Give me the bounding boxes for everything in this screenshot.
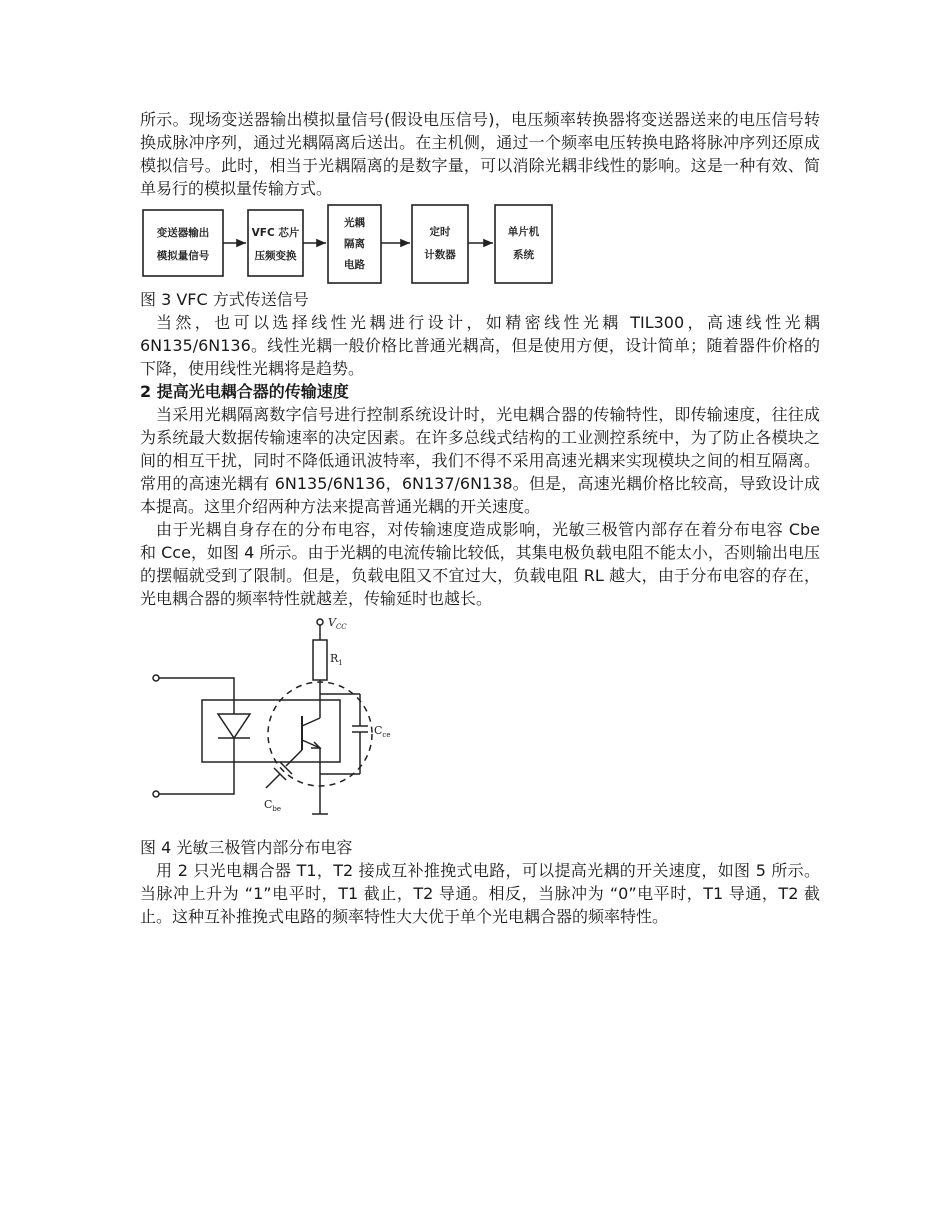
fig3-block-isolation-line3: 电路 [344,259,365,271]
fig4-input-wire-top [159,678,234,714]
fig3-block-isolation-line1: 光耦 [344,217,365,229]
fig3-caption: 图 3 VFC 方式传送信号 [140,290,309,309]
fig4-input-terminal-bottom [153,791,159,797]
fig3-block-transmitter-line2: 模拟量信号 [156,250,210,262]
paragraph-transmission-speed: 当采用光耦隔离数字信号进行控制系统设计时，光电耦合器的传输特性，即传输速度，往往成为系统最大数据传输速率的决定因素。在许多总线式结构的工业测控系统中，为了防止各模块之间的相互干扰，同时不降低通讯波特率，我们不得不采用高速光耦来实现模块之间的相互隔离。常用的高速光耦有 6N135/6N136，6N137/6N138。但是，高速光耦价格比较高，导致设计成本提高。这里介绍两种方法来提高普通光耦的开关速度。 [140,405,820,516]
paragraph-push-pull: 用 2 只光电耦合器 T1，T2 接成互补推挽式电路，可以提高光耦的开关速度，如图 5 所示。当脉冲上升为 “1”电平时，T1 截止，T2 导通。相反，当脉冲为 “0”电平时，T1 导通，T2 截止。这种互补推挽式电路的频率特性大大优于单个光电耦合器的频率特性。 [140,861,820,926]
fig3-block-mcu-line2: 系统 [513,249,534,261]
paragraph-linear-optocoupler: 当然，也可以选择线性光耦进行设计，如精密线性光耦 TIL300，高速线性光耦 6N135/6N136。线性光耦一般价格比普通光耦高，但是使用方便，设计简单；随着器件价格的下降，使用线性光耦将是趋势。 [140,313,820,378]
fig3-block-transmitter [143,210,223,276]
fig3-block-counter-line2: 计数器 [424,249,456,261]
fig4-resistor [313,640,327,680]
fig4-caption: 图 4 光敏三极管内部分布电容 [140,838,353,857]
fig3-block-vfc-line2: 压频变换 [254,250,297,262]
fig4-phototransistor-icon [302,716,328,814]
section-heading: 2 提高光电耦合器的传输速度 [140,382,349,401]
fig3-block-vfc [248,210,303,276]
paragraph-distributed-capacitance: 由于光耦自身存在的分布电容，对传输速度造成影响，光敏三极管内部存在着分布电容 Cbe 和 Cce，如图 4 所示。由于光耦的电流传输比较低，其集电极负载电阻不能太小，否则输出电压的摆幅就受到了限制。但是，负载电阻又不宜过大，负载电阻 RL 越大，由于分布电容的存在，光电耦合器的频率特性就越差，传输延时也越长。 [140,520,820,608]
fig4-led-icon [218,714,250,746]
fig4-circuit-diagram [140,614,410,836]
fig4-label-r1: $R_1$ [330,652,343,667]
fig3-block-diagram [140,202,560,288]
fig4-label-cce: $C_{ce}$ [374,724,391,739]
fig3-block-isolation-line2: 隔离 [344,238,365,250]
fig4-vcc-terminal [317,619,323,625]
fig4-input-terminal-top [153,675,159,681]
fig3-block-transmitter-line1: 变送器输出 [156,227,210,239]
fig3-block-counter-line1: 定时 [429,226,451,238]
fig3-block-counter [412,205,468,283]
fig3-block-mcu-line1: 单片机 [507,226,540,238]
fig3-block-isolation [328,205,381,283]
fig3-block-mcu [495,205,552,283]
fig4-input-wire-bottom [159,746,234,794]
fig3-block-vfc-line1: VFC 芯片 [251,227,300,239]
fig4-label-cbe: $C_{be}$ [264,798,282,813]
fig4-label-vcc: $V_{CC}$ [328,616,347,631]
paragraph-fig3-description: 所示。现场变送器输出模拟量信号(假设电压信号)，电压频率转换器将变送器送来的电压信号转换成脉冲序列，通过光耦隔离后送出。在主机侧，通过一个频率电压转换电路将脉冲序列还原成模拟信号。此时，相当于光耦隔离的是数字量，可以消除光耦非线性的影响。这是一种有效、简单易行的模拟量传输方式。 [140,110,820,198]
fig4-capacitor-cbe [266,750,302,788]
document-page [140,108,820,928]
